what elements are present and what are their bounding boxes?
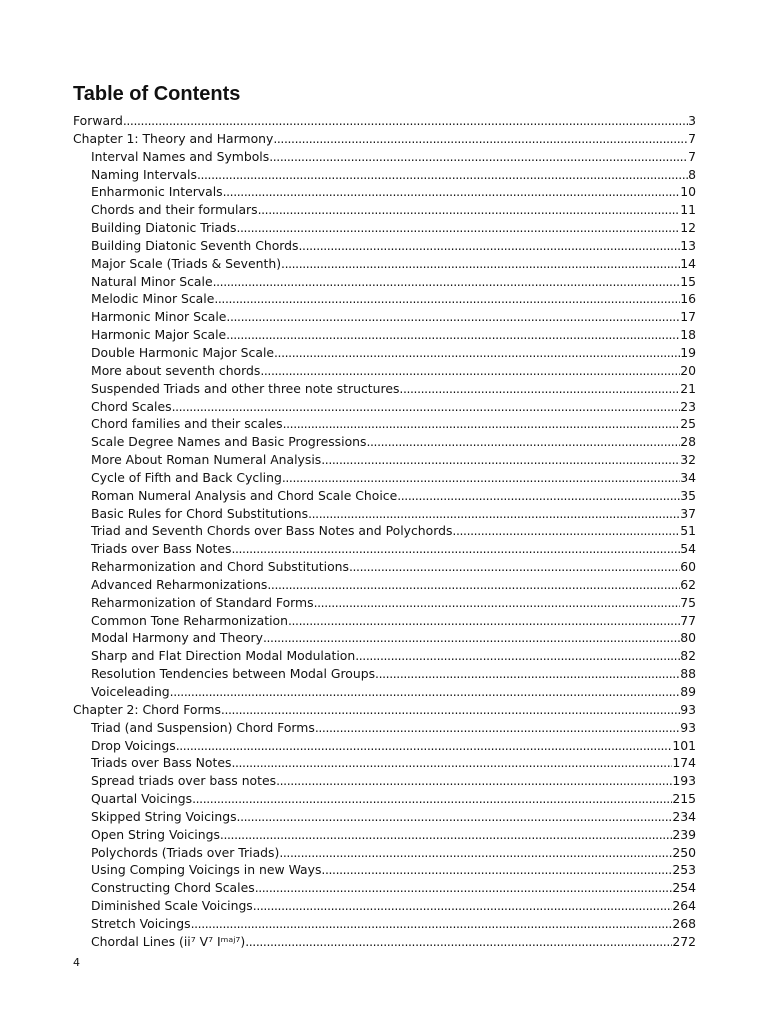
toc-heading: Table of Contents [73,83,241,105]
toc-entry-page: 18 [680,327,696,343]
dot-leader [231,754,672,772]
toc-entry[interactable] [73,879,696,897]
dot-leader [279,844,672,862]
toc-entry[interactable] [73,344,696,362]
toc-entry[interactable] [73,808,696,826]
dot-leader [267,576,680,594]
dot-leader [223,183,681,201]
toc-entry[interactable] [73,148,696,166]
dot-leader [283,415,681,433]
toc-entry-title: Basic Rules for Chord Substitutions [91,505,309,521]
toc-entry-title: Natural Minor Scale [91,273,213,289]
dot-leader [220,826,672,844]
toc-entry-page: 51 [680,523,696,539]
dot-leader [399,380,680,398]
toc-entry[interactable] [73,362,696,380]
toc-entry[interactable] [73,701,696,719]
dot-leader [288,612,680,630]
toc-entry-page: 13 [680,237,696,253]
toc-entry[interactable] [73,398,696,416]
dot-leader [197,166,688,184]
toc-entry-page: 264 [672,898,696,914]
toc-entry-page: 80 [680,630,696,646]
toc-entry-page: 101 [672,737,696,753]
dot-leader [375,665,680,683]
dot-leader [452,522,680,540]
toc-entry-title: Polychords (Triads over Triads) [91,844,280,860]
toc-entry-page: 16 [680,291,696,307]
toc-entry-page: 75 [680,594,696,610]
dot-leader [321,451,680,469]
toc-entry[interactable] [73,451,696,469]
toc-entry[interactable] [73,844,696,862]
toc-entry[interactable] [73,772,696,790]
dot-leader [245,933,672,951]
toc-entry-title: Cycle of Fifth and Back Cycling [91,469,282,485]
dot-leader [226,308,680,326]
toc-entry[interactable] [73,683,696,701]
toc-entry-title: Drop Voicings [91,737,176,753]
dot-leader [308,505,680,523]
page-number: 4 [73,956,80,969]
toc-entry-page: 93 [680,701,696,717]
toc-entry[interactable] [73,112,696,130]
toc-entry-page: 28 [680,434,696,450]
toc-entry-title: Reharmonization and Chord Substitutions [91,559,349,575]
toc-entry-title: Roman Numeral Analysis and Chord Scale Choice [91,487,398,503]
toc-entry-page: 17 [680,309,696,325]
dot-leader [274,344,680,362]
toc-entry[interactable] [73,558,696,576]
toc-entry-page: 89 [680,684,696,699]
dot-leader [213,273,681,291]
toc-entry-page: 253 [672,862,696,878]
toc-entry-title: Chord families and their scales [91,416,283,432]
toc-entry-page: 272 [672,933,696,949]
toc-entry-page: 82 [680,648,696,664]
toc-entry-title: Building Diatonic Triads [91,220,237,236]
toc-entry[interactable] [73,594,696,612]
toc-entry-page: 10 [680,184,696,200]
toc-entry-title: Forward [73,113,123,128]
toc-entry-page: 12 [680,220,696,236]
toc-entry-page: 34 [680,469,696,485]
dot-leader [253,897,673,915]
toc-entry-title: Chord Scales [91,398,172,414]
dot-leader [314,594,681,612]
dot-leader [191,915,673,933]
toc-entry-page: 20 [680,362,696,378]
toc-entry-title: Using Comping Voicings in new Ways [91,862,322,878]
toc-entry-page: 54 [680,541,696,557]
toc-entry[interactable] [73,290,696,308]
toc-entry-title: Harmonic Minor Scale [91,309,227,325]
toc-entry-title: Major Scale (Triads & Seventh) [91,255,282,271]
toc-entry-title: Constructing Chord Scales [91,880,255,896]
toc-entry-title: Advanced Reharmonizations [91,576,268,592]
dot-leader [349,558,680,576]
toc-entry[interactable] [73,237,696,255]
toc-entry-title: Triads over Bass Notes [91,755,232,771]
toc-entry-title: Triads over Bass Notes [91,541,232,557]
toc-entry-title: More about seventh chords [91,362,261,378]
toc-entry-page: 174 [672,755,696,771]
toc-entry[interactable] [73,754,696,772]
toc-entry-page: 193 [672,773,696,789]
dot-leader [321,861,672,879]
toc-entry[interactable] [73,487,696,505]
toc-entry-page: 21 [680,380,696,396]
toc-entry-title: Skipped String Voicings [91,808,237,824]
toc-entry[interactable] [73,219,696,237]
toc-entry[interactable] [73,540,696,558]
toc-entry-title: Resolution Tendencies between Modal Groups [91,666,376,682]
toc-entry[interactable] [73,183,696,201]
toc-entry-title: Quartal Voicings [91,791,193,807]
toc-entry-page: 60 [680,559,696,575]
toc-entry-page: 254 [672,880,696,896]
toc-entry[interactable] [73,201,696,219]
toc-entry[interactable] [73,326,696,344]
dot-leader [258,201,681,219]
toc-entry-title: Chapter 1: Theory and Harmony [73,130,274,146]
toc-entry-page: 88 [680,666,696,682]
toc-entry-title: Chapter 2: Chord Forms [73,701,221,717]
toc-entry-title: Spread triads over bass notes [91,773,277,789]
dot-leader [231,540,680,558]
toc-entry-page: 25 [680,416,696,432]
dot-leader [299,237,681,255]
toc-entry[interactable] [73,737,696,755]
toc-entry-title: Suspended Triads and other three note structures [91,380,400,396]
toc-entry-page: 23 [680,398,696,414]
dot-leader [192,790,672,808]
toc-entry-page: 8 [688,166,696,182]
toc-entry-title: Melodic Minor Scale [91,291,215,307]
toc-entry[interactable] [73,255,696,273]
toc-entry[interactable] [73,505,696,523]
dot-leader [276,772,672,790]
toc-entry[interactable] [73,933,696,951]
toc-entry-title: Naming Intervals [91,166,197,182]
toc-entry[interactable] [73,130,696,148]
toc-entry-title: More About Roman Numeral Analysis [91,452,322,468]
toc-entry-title: Triad and Seventh Chords over Bass Notes and Polychords [91,523,453,539]
dot-leader [172,398,681,416]
toc-entry[interactable] [73,415,696,433]
dot-leader [255,879,673,897]
toc-entry-title: Building Diatonic Seventh Chords [91,237,299,253]
toc-entry-title: Scale Degree Names and Basic Progressions [91,434,367,450]
toc-entry-title: Chordal Lines (ii⁷ V⁷ Iᵐᵃʲ⁷) [91,933,246,949]
dot-leader [269,148,688,166]
toc-entry[interactable] [73,308,696,326]
toc-entry[interactable] [73,380,696,398]
dot-leader [170,683,681,701]
toc-entry[interactable] [73,897,696,915]
dot-leader [176,737,673,755]
toc-entry[interactable] [73,826,696,844]
toc-entry[interactable] [73,433,696,451]
dot-leader [282,469,680,487]
dot-leader [315,719,680,737]
toc-entry-title: Sharp and Flat Direction Modal Modulation [91,648,356,664]
toc-entry-title: Enharmonic Intervals [91,184,223,200]
toc-entry[interactable] [73,576,696,594]
dot-leader [214,290,680,308]
toc-entry-title: Stretch Voicings [91,915,191,931]
toc-entry[interactable] [73,647,696,665]
toc-entry-page: 268 [672,915,696,931]
toc-entry[interactable] [73,665,696,683]
dot-leader [366,433,680,451]
toc-entry[interactable] [73,790,696,808]
dot-leader [123,112,688,130]
dot-leader [260,362,680,380]
dot-leader [281,255,680,273]
toc-entry-title: Reharmonization of Standard Forms [91,594,314,610]
toc-entry-page: 14 [680,255,696,271]
toc-entry[interactable] [73,861,696,879]
toc-entry-page: 35 [680,487,696,503]
toc-entry-title: Triad (and Suspension) Chord Forms [91,719,315,735]
toc-entry-title: Modal Harmony and Theory [91,630,263,646]
toc-entry-title: Common Tone Reharmonization [91,612,288,628]
dot-leader [273,130,688,148]
toc-list [73,112,696,951]
toc-entry-title: Interval Names and Symbols [91,148,270,164]
toc-entry[interactable] [73,273,696,291]
toc-entry-title: Open String Voicings [91,826,220,842]
dot-leader [236,219,680,237]
toc-entry-page: 37 [680,505,696,521]
toc-entry-page: 15 [680,273,696,289]
toc-entry-page: 7 [688,148,696,164]
toc-entry-title: Voiceleading [91,684,170,699]
toc-entry[interactable] [73,915,696,933]
dot-leader [355,647,680,665]
toc-entry-title: Harmonic Major Scale [91,327,227,343]
dot-leader [397,487,680,505]
toc-entry[interactable] [73,612,696,630]
toc-entry[interactable] [73,719,696,737]
toc-entry-page: 62 [680,576,696,592]
toc-entry-page: 234 [672,808,696,824]
toc-entry-page: 7 [688,130,696,146]
toc-entry-page: 239 [672,826,696,842]
toc-entry-page: 215 [672,791,696,807]
toc-entry-page: 19 [680,344,696,360]
toc-entry-title: Diminished Scale Voicings [91,898,253,914]
toc-entry[interactable] [73,629,696,647]
dot-leader [237,808,673,826]
toc-entry-title: Double Harmonic Major Scale [91,344,275,360]
dot-leader [221,701,680,719]
toc-entry[interactable] [73,522,696,540]
toc-entry-page: 3 [688,113,696,128]
toc-entry-page: 32 [680,452,696,468]
toc-entry-page: 11 [680,202,696,218]
toc-entry-page: 250 [672,844,696,860]
toc-entry-title: Chords and their formulars [91,202,258,218]
dot-leader [263,629,680,647]
toc-entry[interactable] [73,166,696,184]
toc-entry-page: 77 [680,612,696,628]
toc-entry-page: 93 [680,719,696,735]
dot-leader [226,326,680,344]
toc-entry[interactable] [73,469,696,487]
